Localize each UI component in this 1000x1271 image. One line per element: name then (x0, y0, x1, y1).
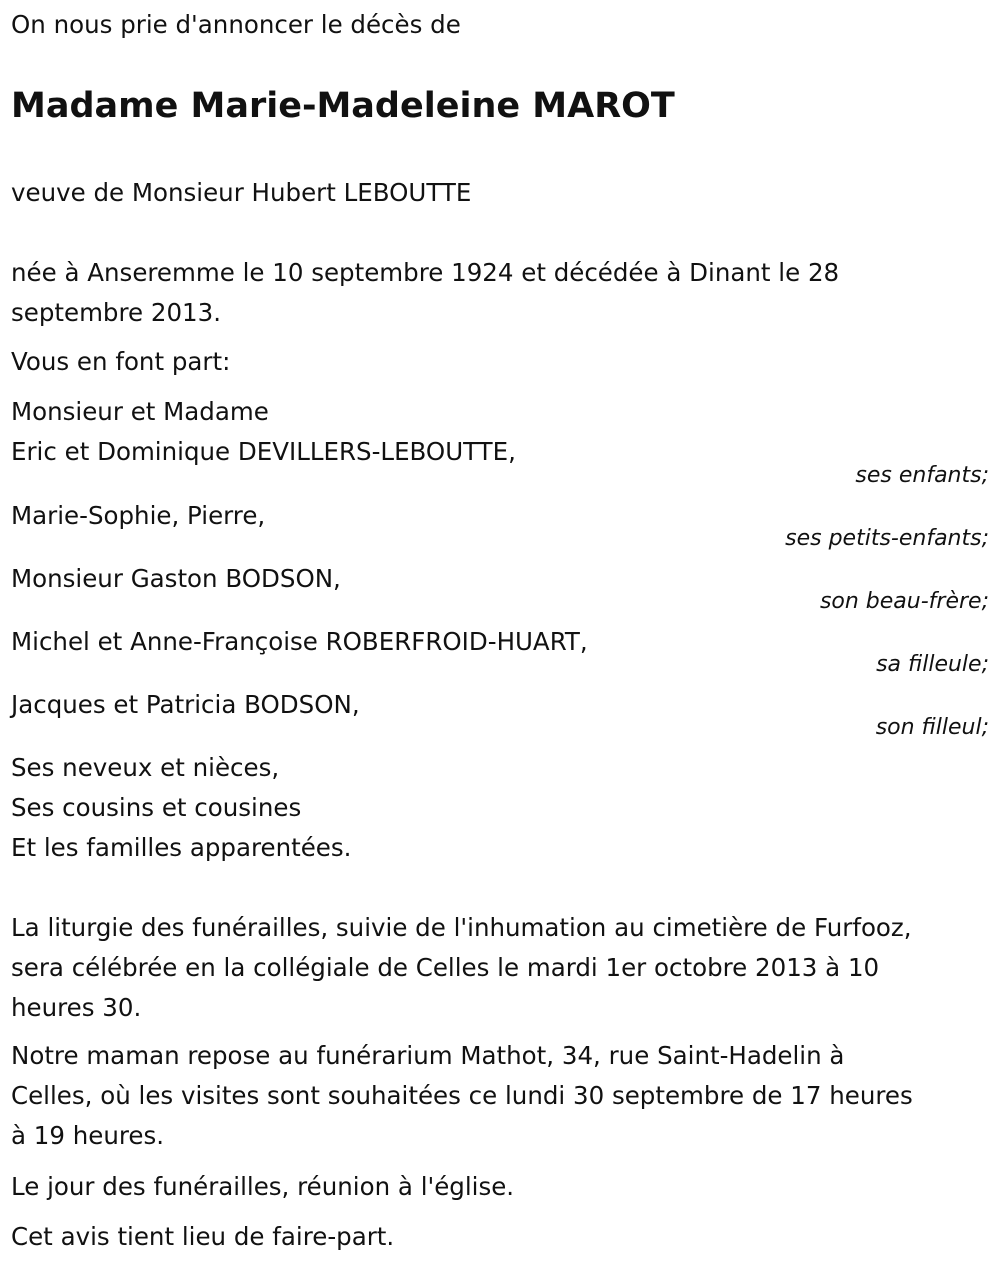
family-name: Michel et Anne-Françoise ROBERFROID-HUART, (11, 627, 588, 656)
family-name: Monsieur et Madame (11, 397, 269, 426)
visit-line: à 19 heures. (11, 1121, 165, 1150)
visit-line: Celles, où les visites sont souhaitées ce lundi 30 septembre de 17 heures (11, 1081, 913, 1110)
announce-text: Vous en font part: (11, 347, 231, 376)
family-name: Monsieur Gaston BODSON, (11, 564, 341, 593)
others-line: Ses cousins et cousines (11, 793, 302, 822)
family-relation: ses petits-enfants; (785, 526, 989, 551)
meeting-text: Le jour des funérailles, réunion à l'église. (11, 1172, 515, 1201)
funeral-line: sera célébrée en la collégiale de Celles le mardi 1er octobre 2013 à 10 (11, 953, 880, 982)
family-relation: son beau-frère; (819, 589, 989, 614)
funeral-line: La liturgie des funérailles, suivie de l'inhumation au cimetière de Furfooz, (11, 913, 912, 942)
birth-death-line-1: née à Anseremme le 10 septembre 1924 et décédée à Dinant le 28 (11, 258, 840, 287)
family-relation: ses enfants; (855, 463, 989, 488)
family-relation: son filleul; (875, 715, 989, 740)
spouse-text: veuve de Monsieur Hubert LEBOUTTE (11, 178, 472, 207)
family-name: Eric et Dominique DEVILLERS-LEBOUTTE, (11, 437, 516, 466)
intro-text: On nous prie d'annoncer le décès de (11, 10, 461, 39)
birth-death-line-2: septembre 2013. (11, 298, 222, 327)
others-line: Et les familles apparentées. (11, 833, 352, 862)
deceased-name: Madame Marie-Madeleine MAROT (11, 86, 675, 126)
family-relation: sa filleule; (876, 652, 989, 677)
funeral-line: heures 30. (11, 993, 142, 1022)
visit-line: Notre maman repose au funérarium Mathot, 34, rue Saint-Hadelin à (11, 1041, 845, 1070)
family-name: Jacques et Patricia BODSON, (11, 690, 360, 719)
others-line: Ses neveux et nièces, (11, 753, 280, 782)
family-name: Marie-Sophie, Pierre, (11, 501, 266, 530)
closing-text: Cet avis tient lieu de faire-part. (11, 1222, 395, 1251)
